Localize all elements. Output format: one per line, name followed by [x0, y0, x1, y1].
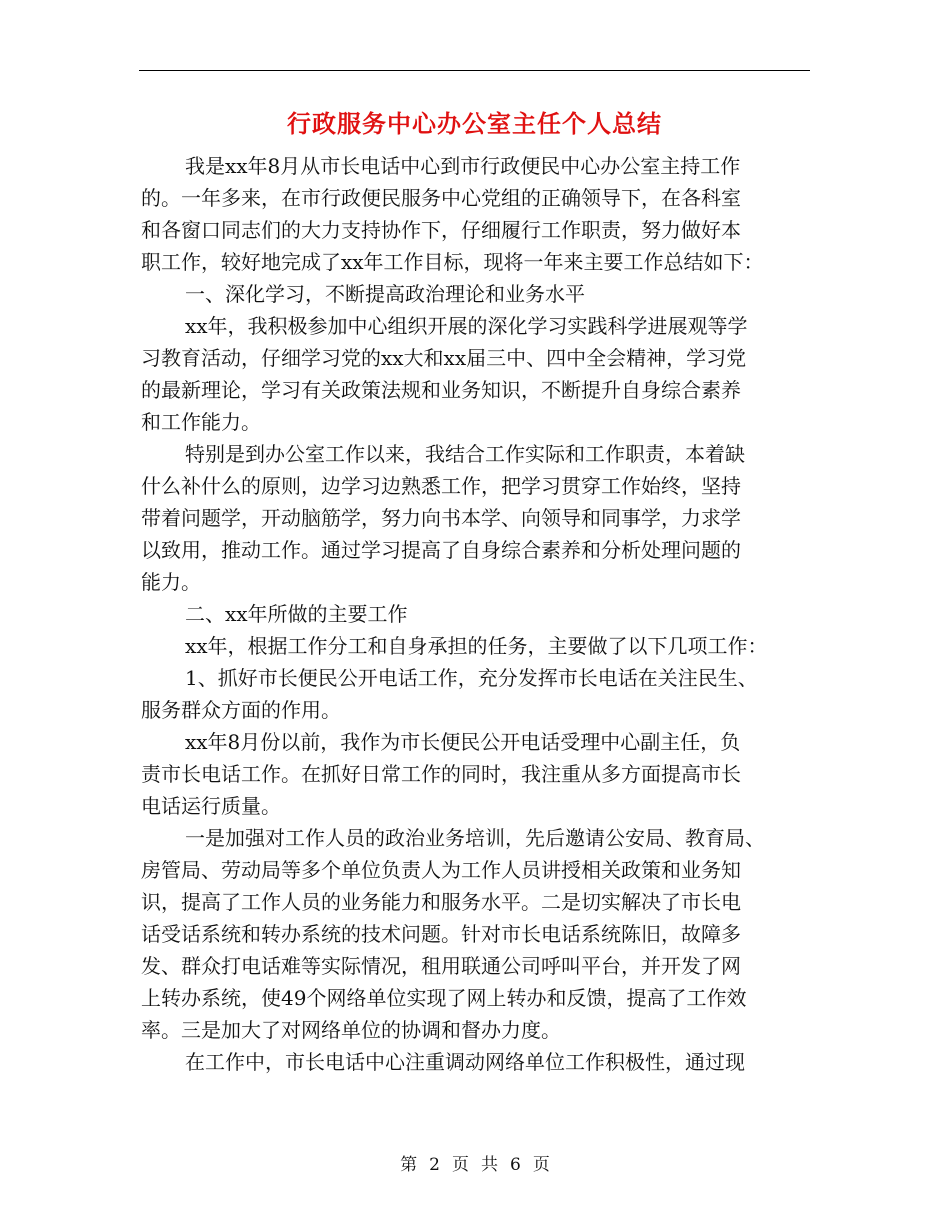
text-line: xx年8月份以前，我作为市长便民公开电话受理中心副主任，负	[185, 730, 741, 754]
text-line: 职工作，较好地完成了xx年工作目标，现将一年来主要工作总结如下：	[141, 250, 764, 274]
text-line: 的。一年多来，在市行政便民服务中心党组的正确领导下，在各科室	[141, 186, 741, 210]
text-line: 识，提高了工作人员的业务能力和服务水平。二是切实解决了市长电	[141, 890, 741, 914]
text-line: 率。三是加大了对网络单位的协调和督办力度。	[141, 1018, 561, 1042]
text-line: 上转办系统，使49个网络单位实现了网上转办和反馈，提高了工作效	[141, 986, 747, 1010]
text-line: 以致用，推动工作。通过学习提高了自身综合素养和分析处理问题的	[141, 538, 741, 562]
text-line: 能力。	[141, 570, 201, 594]
text-line: 服务群众方面的作用。	[141, 698, 341, 722]
text-line: 的最新理论，学习有关政策法规和业务知识，不断提升自身综合素养	[141, 378, 741, 402]
text-line: xx年，根据工作分工和自身承担的任务，主要做了以下几项工作：	[185, 634, 768, 658]
page-total: 6	[510, 1155, 521, 1175]
document-body	[141, 150, 813, 1078]
page-current: 2	[429, 1155, 440, 1175]
text-line: 一、深化学习，不断提高政治理论和业务水平	[185, 282, 585, 306]
text-line: 习教育活动，仔细学习党的xx大和xx届三中、四中全会精神，学习党	[141, 346, 747, 370]
page-unit: 页	[452, 1155, 469, 1175]
text-line: 电话运行质量。	[141, 794, 281, 818]
text-line: 房管局、劳动局等多个单位负责人为工作人员讲授相关政策和业务知	[141, 858, 741, 882]
page-footer	[0, 1153, 950, 1177]
text-line: xx年，我积极参加中心组织开展的深化学习实践科学进展观等学	[185, 314, 748, 338]
text-line: 1、抓好市长便民公开电话工作，充分发挥市长电话在关注民生、	[185, 666, 758, 690]
document-title: 行政服务中心办公室主任个人总结	[287, 109, 662, 138]
text-line: 发、群众打电话难等实际情况，租用联通公司呼叫平台，并开发了网	[141, 954, 741, 978]
text-line: 二、xx年所做的主要工作	[185, 602, 408, 626]
text-line: 什么补什么的原则，边学习边熟悉工作，把学习贯穿工作始终，坚持	[141, 474, 741, 498]
text-line: 带着问题学，开动脑筋学，努力向书本学、向领导和同事学，力求学	[141, 506, 741, 530]
text-line: 我是xx年8月从市长电话中心到市行政便民中心办公室主持工作	[185, 154, 741, 178]
text-line: 一是加强对工作人员的政治业务培训，先后邀请公安局、教育局、	[185, 826, 765, 850]
text-line: 和各窗口同志们的大力支持协作下，仔细履行工作职责，努力做好本	[141, 218, 741, 242]
text-line: 和工作能力。	[141, 410, 261, 434]
text-line: 话受话系统和转办系统的技术问题。针对市长电话系统陈旧，故障多	[141, 922, 741, 946]
header-rule	[139, 70, 810, 71]
text-line: 特别是到办公室工作以来，我结合工作实际和工作职责，本着缺	[185, 442, 745, 466]
total-prefix: 共	[481, 1155, 498, 1175]
total-unit: 页	[532, 1155, 550, 1175]
page-prefix: 第	[400, 1155, 418, 1175]
text-line: 在工作中，市长电话中心注重调动网络单位工作积极性，通过现	[185, 1050, 745, 1074]
text-line: 责市长电话工作。在抓好日常工作的同时，我注重从多方面提高市长	[141, 762, 741, 786]
